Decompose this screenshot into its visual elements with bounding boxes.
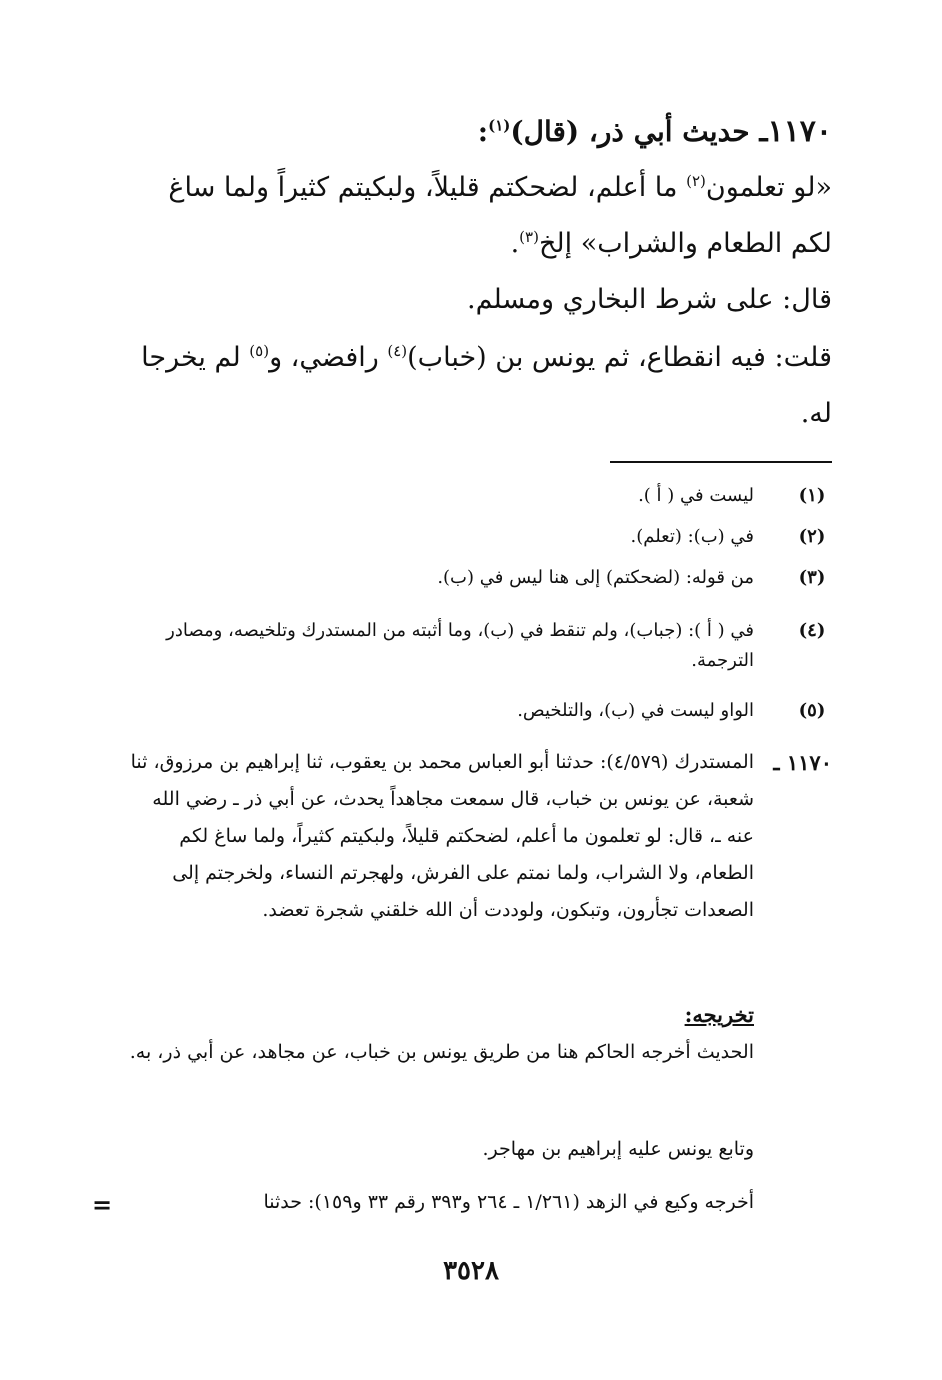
hadith-part-3: . (510, 228, 520, 259)
qultu-part-3: لم يخرجا له. (141, 342, 832, 429)
footnote-5 (128, 696, 832, 726)
source-reference (128, 744, 832, 929)
continuation-mark: = (92, 1190, 113, 1219)
footnote-number: (٤) (798, 620, 826, 641)
footnote-divider (610, 461, 832, 463)
footnote-ref-4: (٤) (387, 342, 408, 360)
footnote-text: من قوله: (لضحكتم) إلى هنا ليس في (ب). (437, 567, 754, 588)
footnote-3 (128, 563, 832, 593)
footnote-2 (128, 522, 832, 552)
footnote-1 (128, 481, 832, 511)
page-number: ٣٥٢٨ (443, 1256, 499, 1286)
takhrij-paragraph-3: أخرجه وكيع في الزهد (١/٢٦١ ـ ٢٦٤ و٣٩٣ رقم ٣٣ و١٥٩): حدثنا (263, 1191, 754, 1213)
entry-number: ١١٧٠ (767, 114, 832, 149)
takhrij-heading: تخريجه: (684, 1002, 754, 1027)
footnote-ref-5: (٥) (249, 342, 270, 360)
takhrij-paragraph-1: الحديث أخرجه الحاكم هنا من طريق يونس بن خباب، عن مجاهد، عن أبي ذر، به. (129, 1041, 754, 1063)
footnote-ref-1: (١) (488, 116, 511, 135)
footnote-4 (128, 616, 832, 676)
hadith-text (128, 160, 832, 272)
footnote-text: في ( أ ): (جباب)، ولم تنقط في (ب)، وما أثبته من المستدرك وتلخيصه، ومصادر الترجمة. (166, 620, 754, 671)
hadith-part-1: «لو تعلمون (705, 172, 832, 203)
entry-title: حديث أبي ذر، (قال) (510, 115, 750, 148)
entry-colon: : (477, 115, 489, 148)
qala-line: قال: على شرط البخاري ومسلم. (466, 284, 832, 315)
entry-heading (128, 112, 832, 152)
footnote-number: (٣) (798, 567, 826, 588)
hadith-part-2: ما أعلم، لضحكتم قليلاً، ولبكيتم كثيراً ولما ساغ لكم الطعام والشراب» إلخ (168, 172, 832, 259)
qultu-part-2: رافضي، و (269, 342, 388, 373)
qultu-text (128, 330, 832, 442)
footnote-ref-3: (٣) (519, 228, 539, 246)
entry-dash: ـ (759, 115, 768, 148)
reference-text: المستدرك (٤/٥٧٩): حدثنا أبو العباس محمد بن يعقوب، ثنا إبراهيم بن مرزوق، ثنا شعبة، عن يونس بن خباب، قال سمعت مجاهداً يحدث، عن أبي ذر ـ رضي الله عنه ـ، قال: لو تعلمون ما أعلم، لضحكتم قليلاً، ولبكيتم كثيراً، ولما ساغ لكم الطعام، ولا الشراب، ولما نمتم على الفرش، ولهجرتم النساء، ولخرجتم إلى الصعدات تجأرون، وتبكون، ولوددت أن الله خلقني شجرة تعضد. (130, 751, 754, 921)
footnote-text: في (ب): (تعلم). (630, 526, 754, 547)
footnote-number: (١) (798, 485, 826, 506)
footnote-text: الواو ليست في (ب)، والتلخيص. (517, 700, 754, 721)
reference-number: ١١٧٠ ـ (773, 750, 832, 775)
takhrij-paragraph-2: وتابع يونس عليه إبراهيم بن مهاجر. (482, 1138, 754, 1160)
footnote-number: (٥) (798, 700, 826, 721)
footnote-ref-2: (٢) (686, 172, 706, 190)
qultu-part-1: قلت: فيه انقطاع، ثم يونس بن (خباب) (407, 342, 832, 373)
footnote-number: (٢) (798, 526, 826, 547)
footnote-text: ليست في ( أ ). (638, 485, 754, 506)
